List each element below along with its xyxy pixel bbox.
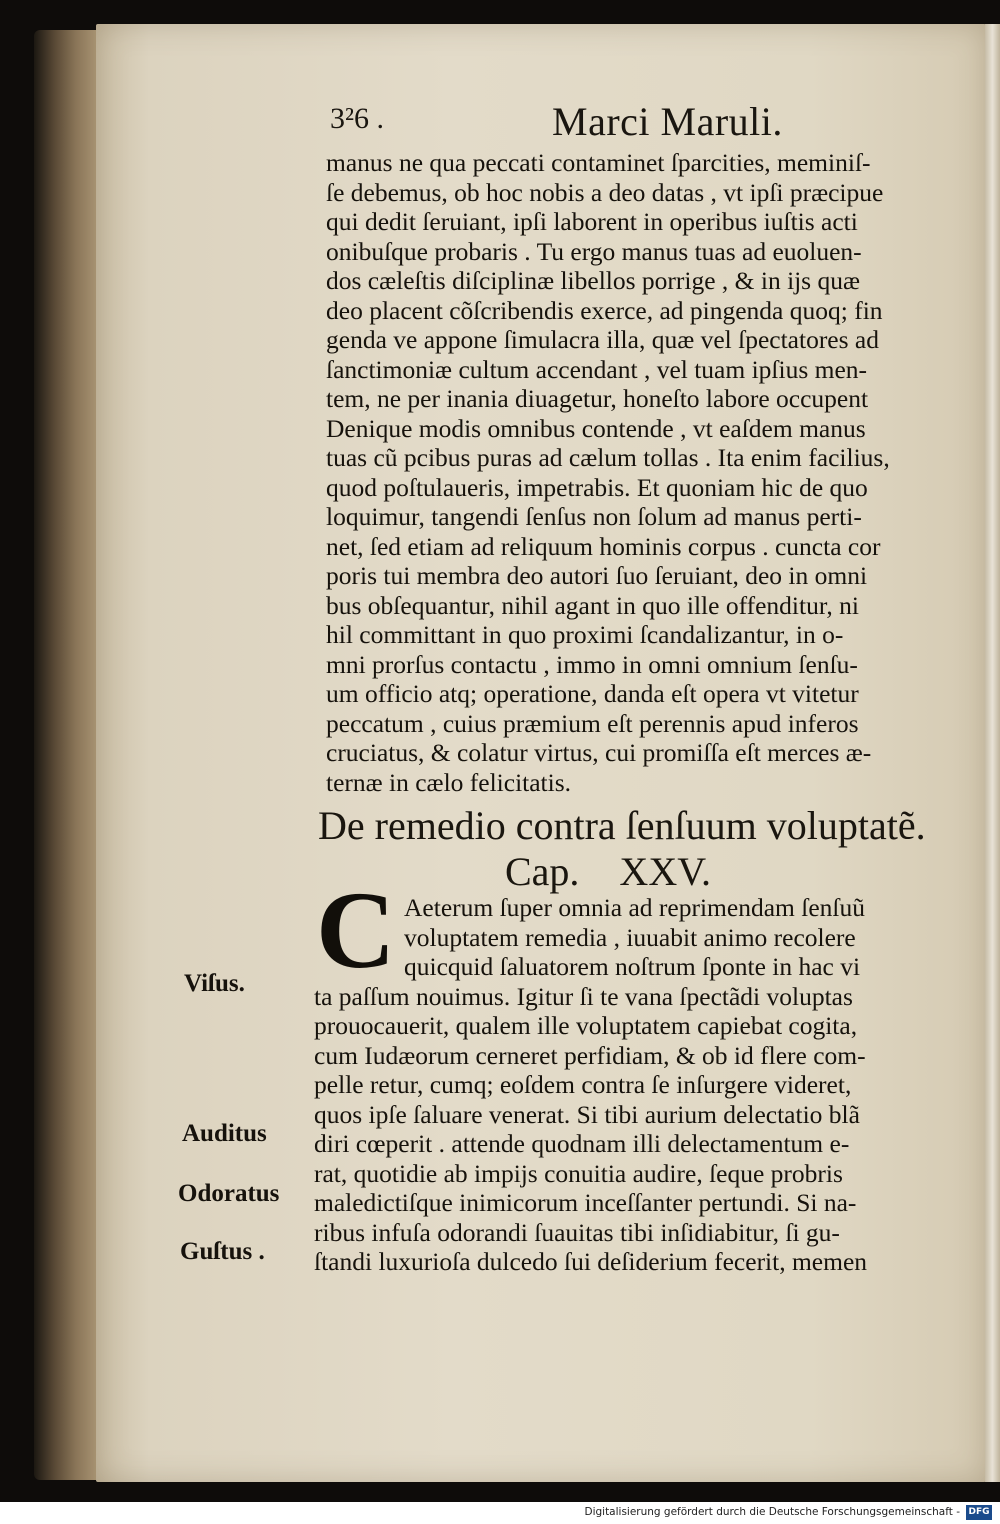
text-line: quos ipſe ſaluare venerat. Si tibi aurium delectatio blã	[314, 1099, 860, 1129]
text-line: cruciatus, & colatur virtus, cui promiſſa eſt merces æ-	[326, 738, 872, 767]
margin-note-auditus: Auditus	[182, 1120, 267, 1147]
text-line: ſe debemus, ob hoc nobis a deo datas , vt ipſi præcipue	[326, 177, 884, 207]
funding-credit: Digitalisierung gefördert durch die Deutsche Forschungsgemeinschaft -	[584, 1506, 960, 1518]
text-line: bus obſequantur, nihil agant in quo ille offenditur, ni	[326, 590, 859, 620]
body-text-block	[326, 148, 966, 797]
text-line: hil committant in quo proximi ſcandalizantur, in o-	[326, 620, 844, 649]
text-line: quod poſtulaueris, impetrabis. Et quoniam hic de quo	[326, 472, 868, 502]
text-line: net, ſed etiam ad reliquum hominis corpus . cuncta cor	[326, 531, 881, 561]
text-line: pelle retur, cumq; eoſdem contra ſe inſurgere videret,	[314, 1070, 852, 1099]
text-line: quicquid ſaluatorem noſtrum ſponte in hac vi	[404, 952, 861, 981]
text-line: poris tui membra deo autori ſuo ſeruiant, deo in omni	[326, 561, 868, 590]
text-line: manus ne qua peccati contaminet ſparcities, meminiſ-	[326, 148, 871, 177]
text-line: maledictiſque inimicorum inceſſanter pertundi. Si na-	[314, 1188, 857, 1217]
text-line: voluptatem remedia , iuuabit animo recolere	[404, 922, 856, 952]
chapter-body-text	[314, 893, 964, 1277]
text-line: mni prorſus contactu , immo in omni omnium ſenſu-	[326, 649, 858, 679]
text-line: Denique modis omnibus contende , vt eaſdem manus	[326, 413, 866, 443]
text-line: ta paſſum nouimus. Igitur ſi te vana ſpectãdi voluptas	[314, 981, 853, 1011]
page-edge	[985, 24, 1000, 1482]
text-line: tuas cũ pcibus puras ad cælum tollas . Ita enim facilius,	[326, 443, 890, 472]
margin-note-gustus: Guſtus .	[180, 1238, 265, 1265]
text-line: Aeterum ſuper omnia ad reprimendam ſenſuũ	[404, 893, 865, 922]
text-line: cum Iudæorum cerneret perfidiam, & ob id flere com-	[314, 1040, 866, 1070]
text-line: ternæ in cælo felicitatis.	[326, 767, 572, 797]
page-number: 3²6 .	[330, 102, 384, 135]
text-line: loquimur, tangendi ſenſus non ſolum ad manus perti-	[326, 502, 862, 531]
text-line: qui dedit ſeruiant, ipſi laborent in operibus iuſtis acti	[326, 207, 858, 236]
text-line: tem, ne per inania diuagetur, honeſto labore occupent	[326, 384, 869, 413]
drop-cap-initial: C	[316, 869, 396, 991]
text-line: peccatum , cuius præmium eſt perennis apud inferos	[326, 708, 859, 738]
page-header	[330, 98, 830, 148]
margin-note-visus: Viſus.	[184, 970, 245, 997]
text-line: diri cœperit . attende quodnam illi delectamentum e-	[314, 1129, 850, 1158]
text-line: ribus infuſa odorandi ſuauitas tibi inſidiabitur, ſi gu-	[314, 1217, 840, 1247]
text-line: ſanctimoniæ cultum accendant , vel tuam ipſius men-	[326, 354, 868, 384]
book-spine	[34, 30, 104, 1480]
dfg-logo-icon[interactable]: DFG	[966, 1505, 992, 1520]
text-line: ſtandi luxurioſa dulcedo ſui deſiderium fecerit, memen	[314, 1247, 868, 1276]
text-line: um officio atq; operatione, danda eſt opera vt vitetur	[326, 679, 859, 708]
footer-bar	[0, 1502, 1000, 1524]
chapter-title: De remedio contra ſenſuum voluptatẽ.	[318, 803, 926, 848]
chapter-number: Cap. XXV.	[505, 849, 711, 894]
margin-note-odoratus: Odoratus	[178, 1180, 280, 1207]
text-line: prouocauerit, qualem ille voluptatem capiebat cogita,	[314, 1011, 858, 1040]
text-line: rat, quotidie ab impĳs conuitia audire, ſeque probris	[314, 1158, 843, 1188]
text-line: deo placent cõſcribendis exerce, ad pingenda quoq; fin	[326, 295, 883, 325]
text-line: genda ve appone ſimulacra illa, quæ vel ſpectatores ad	[326, 325, 879, 354]
text-line: dos cæleſtis diſciplinæ libellos porrige , & in ĳs quæ	[326, 266, 860, 295]
running-title: Marci Maruli.	[552, 99, 783, 144]
text-line: onibuſque probaris . Tu ergo manus tuas ad euoluen-	[326, 236, 862, 266]
